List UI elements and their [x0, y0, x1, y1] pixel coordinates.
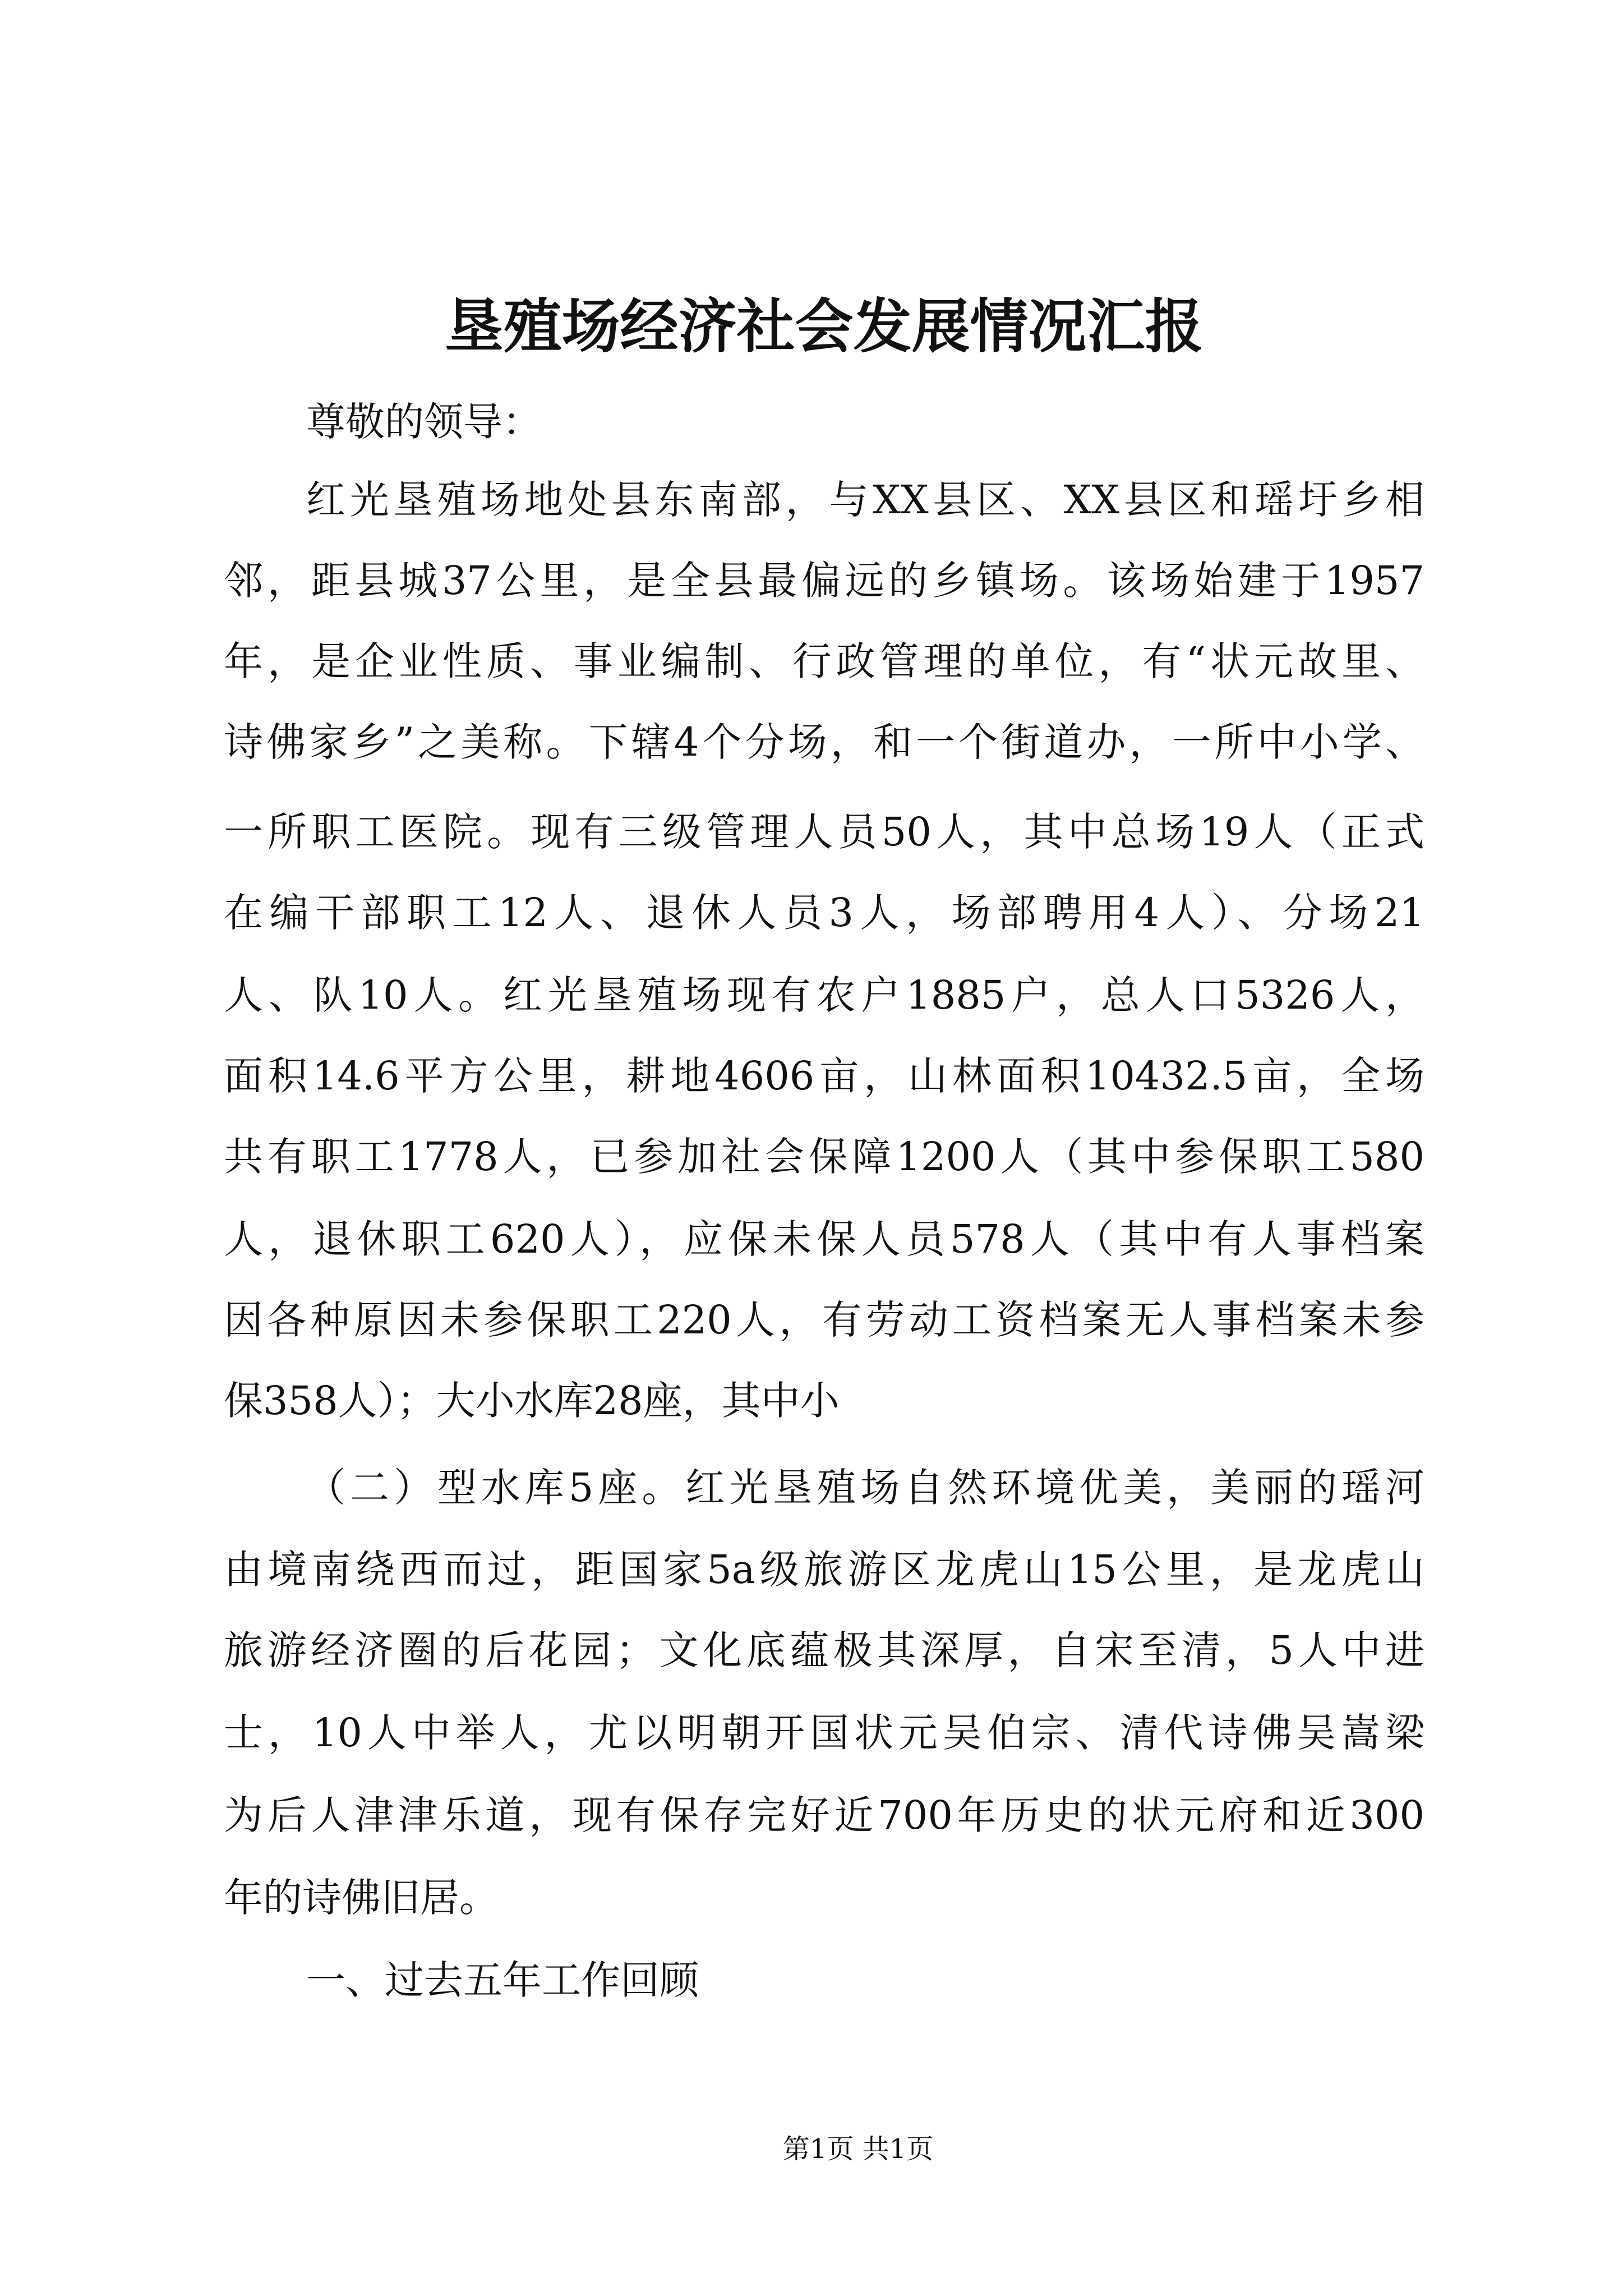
body-line: （二）型水库5座。红光垦殖场自然环境优美，美丽的瑶河: [306, 1465, 1424, 1511]
body-line: 由境南绕西而过，距国家5a级旅游区龙虎山15公里，是龙虎山: [224, 1547, 1424, 1593]
body-line: 面积14.6平方公里，耕地4606亩，山林面积10432.5亩，全场: [224, 1053, 1424, 1099]
body-line: 一所职工医院。现有三级管理人员50人，其中总场19人（正式: [224, 809, 1424, 855]
body-line: 士，10人中举人，尤以明朝开国状元吴伯宗、清代诗佛吴嵩梁: [224, 1710, 1424, 1756]
body-line: 共有职工1778人，已参加社会保障1200人（其中参保职工580: [224, 1134, 1424, 1180]
body-line: 因各种原因未参保职工220人，有劳动工资档案无人事档案未参: [224, 1297, 1424, 1343]
body-line: 红光垦殖场地处县东南部，与XX县区、XX县区和瑶圩乡相: [306, 477, 1424, 523]
page-title: 垦殖场经济社会发展情况汇报: [445, 292, 1204, 361]
body-line: 年的诗佛旧居。: [224, 1875, 499, 1921]
salutation: 尊敬的领导：: [306, 399, 542, 445]
body-line: 在编干部职工12人、退休人员3人，场部聘用4人）、分场21: [224, 890, 1424, 936]
body-line: 旅游经济圈的后花园；文化底蕴极其深厚，自宋至清，5人中进: [224, 1627, 1424, 1673]
section-heading: 一、过去五年工作回顾: [306, 1957, 699, 2003]
body-line: 保358人）；大小水库28座，其中小: [224, 1378, 840, 1424]
page-footer: 第1页 共1页: [782, 2133, 934, 2165]
body-line: 为后人津津乐道，现有保存完好近700年历史的状元府和近300: [224, 1792, 1424, 1838]
body-line: 年，是企业性质、事业编制、行政管理的单位，有“状元故里、: [224, 638, 1424, 684]
body-line: 诗佛家乡”之美称。下辖4个分场，和一个街道办，一所中小学、: [224, 719, 1424, 765]
body-line: 人，退休职工620人），应保未保人员578人（其中有人事档案: [224, 1216, 1424, 1262]
body-line: 人、队10人。红光垦殖场现有农户1885户，总人口5326人，: [224, 972, 1424, 1018]
body-line: 邻，距县城37公里，是全县最偏远的乡镇场。该场始建于1957: [224, 558, 1424, 604]
